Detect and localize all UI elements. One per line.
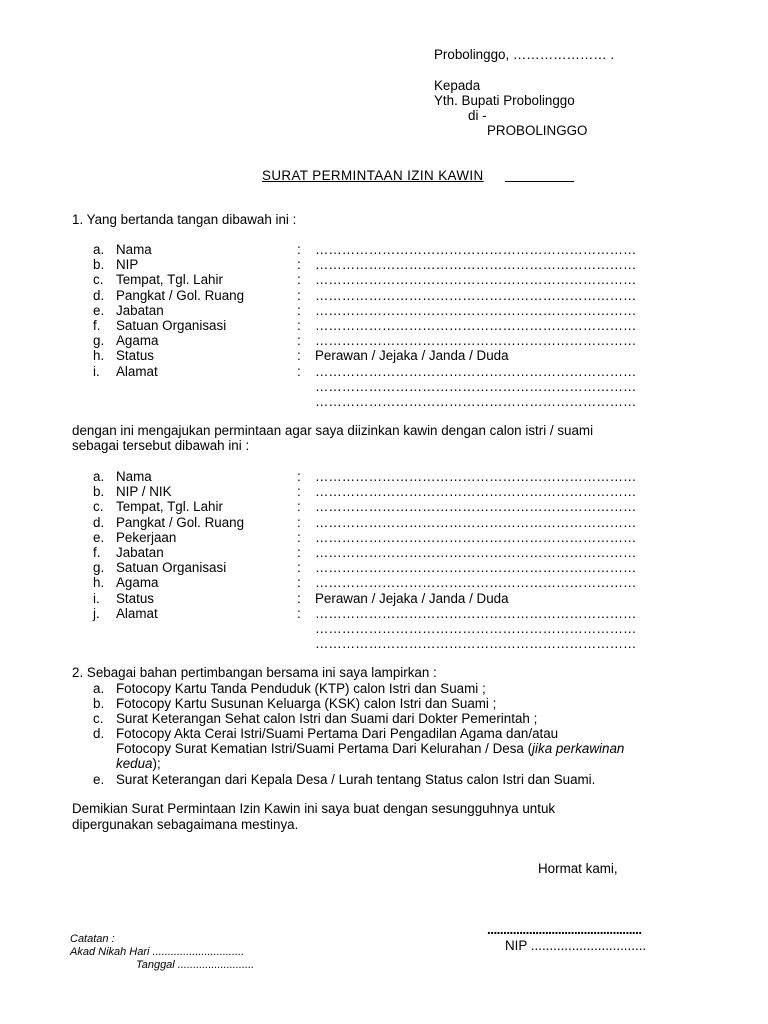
field-value: ……………………………………………………………… [315,499,637,515]
field-colon: : [297,348,301,364]
field-colon: : [297,514,301,530]
field-colon: : [297,560,301,576]
attachment-d-italic-2: kedua [116,756,153,771]
field-label: Pangkat / Gol. Ruang [116,287,245,303]
field-letter: a. [93,242,105,257]
section2-intro: 2. Sebagai bahan pertimbangan bersama ini saya lampirkan : [72,665,437,680]
attachment-d-end: ); [152,756,161,771]
partner-address-line [93,636,693,651]
closing-line-2: dipergunakan sebagaimana mestinya. [72,817,299,832]
note-tanggal: Tanggal ......................... [136,959,255,971]
note-catatan: Catatan : [70,933,115,945]
field-letter: g. [93,333,105,349]
field-value: ……………………………………………………………… [315,484,637,500]
field-value: ……………………………………………………………… [315,636,637,652]
partner-field-row [93,575,693,590]
partner-field-row [93,499,693,514]
recipient-city: PROBOLINGGO [487,123,588,138]
place-date: Probolinggo, ………………… . [434,47,615,62]
recipient-kepada: Kepada [434,78,481,93]
applicant-field-row [93,348,693,363]
field-colon: : [297,484,301,500]
applicant-field-row [93,333,693,348]
field-letter: i. [93,590,100,606]
attachment-letter: b. [93,696,105,711]
attachment-letter: d. [93,726,105,741]
field-letter: h. [93,348,105,364]
field-label: Status [116,348,154,364]
partner-address-line [93,621,693,636]
field-value: ……………………………………………………………… [315,257,637,273]
field-value: ……………………………………………………………… [315,363,637,379]
attachment-text: Surat Keterangan dari Kepala Desa / Lurah tentang Status calon Istri dan Suami. [116,772,596,787]
field-label: Tempat, Tgl. Lahir [116,272,223,288]
field-value: ……………………………………………………………… [315,318,637,333]
applicant-address-line [93,379,693,394]
field-value: ……………………………………………………………… [315,621,637,636]
attachment-d-line2: Fotocopy Surat Kematian Istri/Suami Pertama Dari Kelurahan / Desa ( [116,741,533,756]
field-label: Alamat [116,363,158,379]
attachment-text: Surat Keterangan Sehat calon Istri dan Suami dari Dokter Pemerintah ; [116,711,538,726]
field-label: Satuan Organisasi [116,318,227,333]
field-letter: c. [93,272,104,288]
field-colon: : [297,257,301,273]
field-colon: : [297,575,301,591]
attachment-text: Fotocopy Kartu Tanda Penduduk (KTP) calon Istri dan Suami ; [116,681,486,696]
signature-nip: NIP ............................... [505,938,647,953]
partner-field-row [93,560,693,575]
field-letter: g. [93,560,105,576]
applicant-field-row [93,364,693,379]
field-value: Perawan / Jejaka / Janda / Duda [315,590,509,606]
field-colon: : [297,272,301,288]
field-label: Status [116,590,154,606]
field-letter: h. [93,575,105,591]
field-label: Tempat, Tgl. Lahir [116,499,223,515]
field-value: ……………………………………………………………… [315,333,637,349]
applicant-field-row [93,303,693,318]
field-colon: : [297,499,301,515]
field-value: ……………………………………………………………… [315,560,637,576]
recipient-di: di - [468,108,487,123]
field-label: Nama [116,469,152,484]
field-label: Nama [116,242,152,257]
partner-field-row [93,484,693,499]
document-title: SURAT PERMINTAAN IZIN KAWIN [262,168,484,183]
partner-field-row [93,530,693,545]
field-value: ……………………………………………………………… [315,242,637,257]
field-letter: j. [93,605,100,621]
applicant-field-row [93,257,693,272]
field-colon: : [297,469,301,484]
field-colon: : [297,590,301,606]
attachment-letter: e. [93,772,105,787]
attachment-d-italic: jika perkawinan [532,741,625,756]
field-colon: : [297,605,301,621]
field-colon: : [297,318,301,333]
request-line-2: sebagai tersebut dibawah ini : [72,438,250,453]
field-value: ……………………………………………………………… [315,302,637,318]
field-colon: : [297,529,301,545]
field-letter: b. [93,257,105,273]
field-label: Pekerjaan [116,529,177,545]
field-letter: e. [93,302,105,318]
request-line-1: dengan ini mengajukan permintaan agar saya diizinkan kawin dengan calon istri / suami [72,423,594,438]
partner-field-row [93,545,693,560]
applicant-field-row [93,272,693,287]
attachment-text: Fotocopy Akta Cerai Istri/Suami Pertama Dari Pengadilan Agama dan/atau [116,726,559,741]
attachment-text: Fotocopy Kartu Susunan Keluarga (KSK) calon Istri dan Suami ; [116,696,497,711]
attachment-letter: a. [93,681,105,696]
field-value: ……………………………………………………………… [315,605,637,621]
applicant-address-line [93,394,693,409]
field-letter: d. [93,287,105,303]
field-label: Alamat [116,605,158,621]
section1-intro: 1. Yang bertanda tangan dibawah ini : [72,212,297,227]
field-value: ……………………………………………………………… [315,378,637,394]
field-letter: d. [93,514,105,530]
field-label: Agama [116,333,159,349]
field-label: Jabatan [116,302,164,318]
partner-field-row [93,591,693,606]
field-label: Satuan Organisasi [116,560,227,576]
field-colon: : [297,302,301,318]
field-letter: f. [93,318,101,333]
field-label: Agama [116,575,159,591]
field-letter: a. [93,469,105,484]
field-value: ……………………………………………………………… [315,469,637,484]
field-letter: e. [93,529,105,545]
partner-field-row [93,469,693,484]
field-value: ……………………………………………………………… [315,529,637,545]
field-label: Jabatan [116,545,164,560]
field-letter: c. [93,499,104,515]
field-label: NIP / NIK [116,484,172,500]
field-letter: f. [93,545,101,560]
applicant-field-row [93,318,693,333]
note-akad-nikah: Akad Nikah Hari .............................. [70,946,245,958]
field-colon: : [297,363,301,379]
field-value: ……………………………………………………………… [315,394,637,409]
field-value: ……………………………………………………………… [315,514,637,530]
applicant-field-row [93,242,693,257]
signature-name-line: ................................................ [487,922,642,937]
signature-greeting: Hormat kami, [538,861,618,876]
field-value: ……………………………………………………………… [315,272,637,288]
field-value: ……………………………………………………………… [315,575,637,591]
field-colon: : [297,545,301,560]
recipient-yth: Yth. Bupati Probolinggo [434,93,575,108]
field-colon: : [297,287,301,303]
field-value: Perawan / Jejaka / Janda / Duda [315,348,509,364]
partner-field-row [93,515,693,530]
field-letter: i. [93,363,100,379]
field-label: NIP [116,257,139,273]
field-colon: : [297,333,301,349]
closing-line-1: Demikian Surat Permintaan Izin Kawin ini saya buat dengan sesungguhnya untuk [72,801,556,816]
attachment-letter: c. [93,711,104,726]
field-colon: : [297,242,301,257]
field-letter: b. [93,484,105,500]
field-value: ……………………………………………………………… [315,287,637,303]
applicant-field-row [93,288,693,303]
field-value: ……………………………………………………………… [315,545,637,560]
field-label: Pangkat / Gol. Ruang [116,514,245,530]
title-underline-extension [505,181,574,182]
partner-field-row [93,606,693,621]
